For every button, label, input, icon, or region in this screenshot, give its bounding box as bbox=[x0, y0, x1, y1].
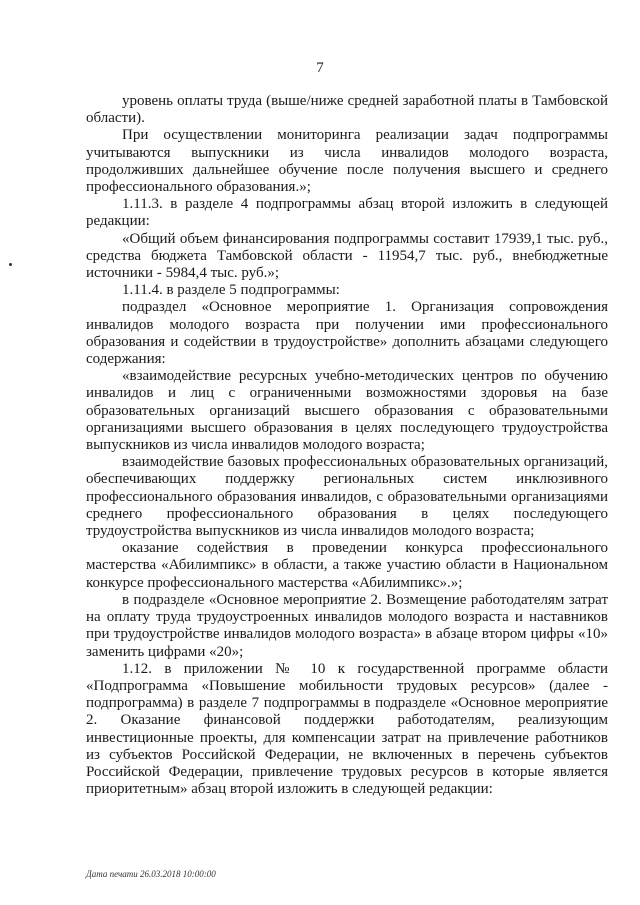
paragraph: взаимодействие базовых профессиональных образовательных организаций, обеспечивающих поддержку региональных систем инклюзивного профессионального образования инвалидов, с образовательными организациями среднего профессионального образования в целях последующего трудоустройства выпускников из числа инвалидов молодого возраста; bbox=[86, 454, 608, 540]
paragraph: в подразделе «Основное мероприятие 2. Возмещение работодателям затрат на оплату труда трудоустроенных инвалидов молодого возраста и наставников при трудоустройстве инвалидов молодого возраста» в абзаце втором цифры «10» заменить цифрами «20»; bbox=[86, 591, 608, 660]
document-body bbox=[86, 93, 608, 798]
paragraph: 1.11.3. в разделе 4 подпрограммы абзац второй изложить в следующей редакции: bbox=[86, 196, 608, 230]
paragraph: При осуществлении мониторинга реализации задач подпрограммы учитываются выпускники из числа инвалидов молодого возраста, продолживших дальнейшее обучение после получения высшего и среднего профессионального образования.»; bbox=[86, 127, 608, 196]
print-date: Дата печати 26.03.2018 10:00:00 bbox=[86, 869, 216, 879]
paragraph: 1.12. в приложении № 10 к государственной программе области «Подпрограмма «Повышение мобильности трудовых ресурсов» (далее - подпрограмма) в разделе 7 подпрограммы в подразделе «Основное мероприятие 2. Оказание финансовой поддержки работодателям, реализующим инвестиционные проекты, для компенсации затрат на привлечение работников из субъектов Российской Федерации, не включенных в перечень субъектов Российской Федерации, привлечение трудовых ресурсов в которые является приоритетным» абзац второй изложить в следующей редакции: bbox=[86, 660, 608, 798]
margin-mark bbox=[9, 263, 12, 266]
paragraph: уровень оплаты труда (выше/ниже средней заработной платы в Тамбовской области). bbox=[86, 93, 608, 127]
paragraph: оказание содействия в проведении конкурса профессионального мастерства «Абилимпикс» в области, а также участию области в Национальном конкурсе профессионального мастерства «Абилимпикс».»; bbox=[86, 540, 608, 591]
paragraph: 1.11.4. в разделе 5 подпрограммы: bbox=[122, 282, 340, 299]
paragraph: «Общий объем финансирования подпрограммы составит 17939,1 тыс. руб., средства бюджета Тамбовской области - 11954,7 тыс. руб., внебюджетные источники - 5984,4 тыс. руб.»; bbox=[86, 230, 608, 282]
paragraph: «взаимодействие ресурсных учебно-методических центров по обучению инвалидов и лиц с ограниченными возможностями здоровья на базе образовательных организаций высшего образования с образовательными организациями высшего образования в целях последующего трудоустройства выпускников из числа инвалидов молодого возраста; bbox=[86, 368, 608, 454]
paragraph: подраздел «Основное мероприятие 1. Организация сопровождения инвалидов молодого возраста при получении ими профессионального образования и содействии в трудоустройстве» дополнить абзацами следующего содержания: bbox=[86, 299, 608, 368]
page-number: 7 bbox=[316, 60, 324, 76]
